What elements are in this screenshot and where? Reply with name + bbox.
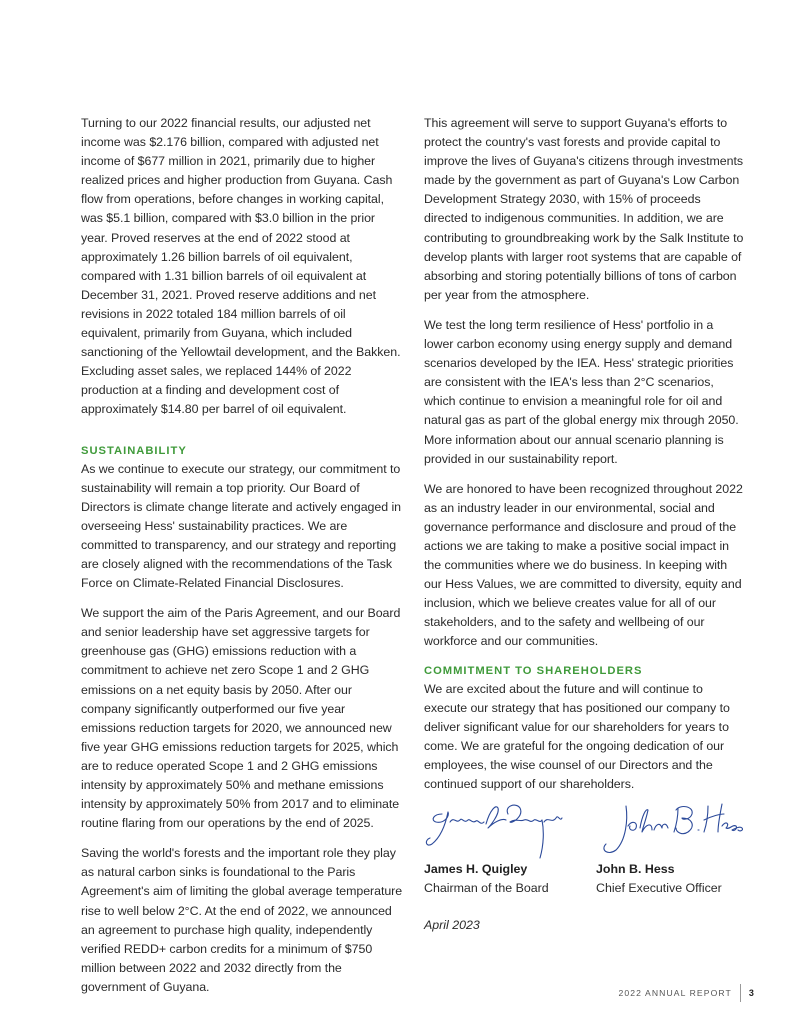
commitment-heading: COMMITMENT TO SHAREHOLDERS [424, 664, 643, 677]
letter-date: April 2023 [424, 918, 480, 932]
paris-agreement-paragraph: We support the aim of the Paris Agreement, and our Board and senior leadership have set aggressive targets for greenhouse gas (GHG) emissions reduction with a commitment to achieve net zero Scope 1 and 2 GHG emissions on a net equity basis by 2050. After our company significantly outperformed our five year emissions reduction targets for 2020, we announced new five year GHG emissions reduction targets for 2025, which are to reduce operated Scope 1 and 2 GHG emissions intensity by approximately 50% and methane emissions intensity by approximately 50% from 2017 and to eliminate routine flaring from our operations by the end of 2025. [81, 606, 401, 831]
recognition-paragraph: We are honored to have been recognized throughout 2022 as an industry leader in our environmental, social and governance performance and disclosure and proud of the actions we are taking to make a positive social impact in the communities where we do business. In keeping with our Hess Values, we are committed to diversity, equity and inclusion, which we believe creates value for all of our stakeholders, and to the safety and wellbeing of our workforce and our communities. [424, 481, 743, 649]
sustainability-paragraph: As we continue to execute our strategy, our commitment to sustainability will remain a top priority. Our Board of Directors is climate change literate and actively engaged in overseeing Hess' sustainability practices. We are committed to transparency, and our strategy and reporting are closely aligned with the recommendations of the Task Force on Climate-Related Financial Disclosures. [81, 461, 402, 591]
hess-signer [596, 860, 722, 898]
footer-divider [740, 984, 741, 1002]
quigley-signature [424, 800, 564, 862]
shareholders-paragraph: We are excited about the future and will continue to execute our strategy that has positioned our company to deliver significant value for our shareholders for years to come. We are grateful for the ongoing dedication of our employees, the wise counsel of our Directors and the continued support of our shareholders. [424, 681, 730, 791]
report-label: 2022 ANNUAL REPORT [618, 988, 732, 998]
quigley-signer [424, 860, 549, 898]
page-number: 3 [748, 988, 755, 998]
financial-results-paragraph: Turning to our 2022 financial results, our adjusted net income was $2.176 billion, compared with adjusted net income of $677 million in 2021, primarily due to higher realized prices and higher production from Guyana. Cash flow from operations, before changes in working capital, was $5.1 billion, compared with $3.0 billion in the prior year. Proved reserves at the end of 2022 stood at approximately 1.26 billion barrels of oil equivalent, compared with 1.31 billion barrels of oil equivalent at December 31, 2021. Proved reserve additions and net revisions in 2022 totaled 184 million barrels of oil equivalent, primarily from Guyana, which included sanctioning of the Yellowtail development, and the Bakken. Excluding asset sales, we replaced 144% of 2022 production at a finding and development cost of approximately $14.80 per barrel of oil equivalent. [81, 116, 401, 417]
hess-name: John B. Hess [596, 862, 675, 876]
right-column [424, 114, 746, 805]
quigley-title: Chairman of the Board [424, 881, 549, 895]
hess-title: Chief Executive Officer [596, 881, 722, 895]
left-column [81, 114, 403, 1008]
forests-paragraph: Saving the world's forests and the important role they play as natural carbon sinks is foundational to the Paris Agreement's aim of limiting the global average temperature rise to well below 2°C. At the end of 2022, we announced an agreement to purchase high quality, independently verified REDD+ carbon credits for a minimum of $750 million between 2022 and 2032 directly from the government of Guyana. [81, 846, 403, 994]
quigley-name: James H. Quigley [424, 862, 528, 876]
resilience-paragraph: We test the long term resilience of Hess' portfolio in a lower carbon economy using energy supply and demand scenarios developed by the IEA. Hess' strategic priorities are consistent with the IEA's less than 2°C scenarios, which continue to envision a meaningful role for oil and natural gas as part of the global energy mix through 2050. More information about our annual scenario planning is provided in our sustainability report. [424, 317, 739, 466]
page-footer [618, 984, 755, 1002]
guyana-agreement-paragraph: This agreement will serve to support Guyana's efforts to protect the country's vast forests and provide capital to improve the lives of Guyana's citizens through investments made by the government as part of Guyana's Low Carbon Development Strategy 2030, with 15% of proceeds directed to indigenous communities. In addition, we are contributing to groundbreaking work by the Salk Institute to develop plants with larger root systems that are capable of absorbing and storing potentially billions of tons of carbon per year from the atmosphere. [424, 116, 744, 302]
hess-signature [596, 800, 746, 862]
sustainability-heading: SUSTAINABILITY [81, 444, 187, 457]
signature-block [424, 800, 744, 900]
